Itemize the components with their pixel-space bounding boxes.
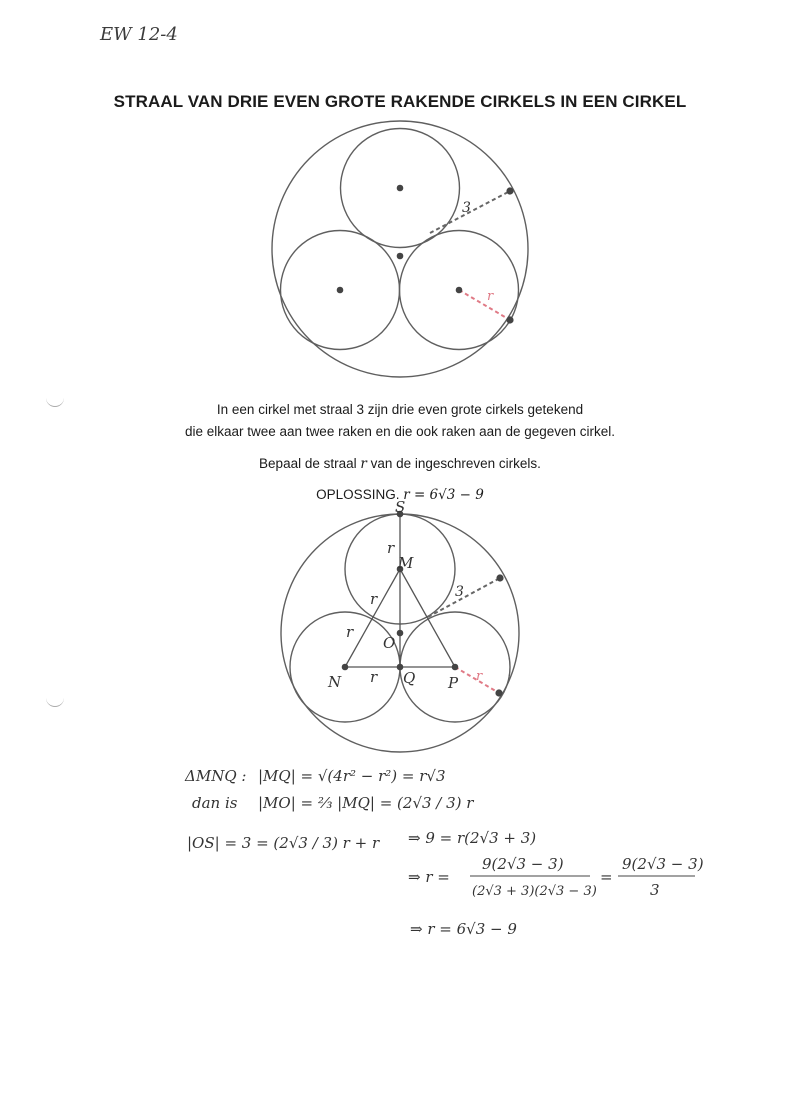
- label-r-red: r: [476, 669, 483, 684]
- hw-line4-num: 9(2√3 − 3): [482, 855, 564, 873]
- label-m: M: [398, 554, 414, 572]
- handwritten-solution: [184, 767, 704, 938]
- page-title: STRAAL VAN DRIE EVEN GROTE RAKENDE CIRKELS IN EEN CIRKEL: [113, 92, 687, 111]
- problem-line-2: die elkaar twee aan twee raken en die ook raken aan de gegeven cirkel.: [184, 424, 616, 439]
- question-variable: r: [360, 456, 367, 472]
- hw-line1-b: |MQ| = √(4r² − r²) = r√3: [258, 767, 446, 785]
- hw-line2-a: dan is: [192, 794, 238, 812]
- tangent-point-dot: [495, 689, 502, 696]
- label-r-mo: r: [370, 590, 378, 608]
- figure-2: [281, 498, 519, 752]
- problem-question: [0, 456, 800, 472]
- solution-line: [0, 487, 800, 503]
- outer-circle: [272, 121, 528, 377]
- question-suffix: van de ingeschreven cirkels.: [366, 456, 541, 471]
- center-outer-dot: [397, 253, 404, 260]
- label-o: O: [383, 634, 396, 652]
- point-n-dot: [342, 664, 349, 671]
- question-prefix: Bepaal de straal: [259, 456, 361, 471]
- tangent-point-dot: [506, 187, 513, 194]
- hw-line4-a: ⇒ r =: [408, 868, 450, 886]
- hw-line5: ⇒ r = 6√3 − 9: [410, 920, 517, 938]
- hw-line3-b: ⇒ 9 = r(2√3 + 3): [408, 829, 537, 847]
- label-r-sm: r: [387, 539, 395, 557]
- tangent-point-dot: [506, 316, 513, 323]
- hw-line3-a: |OS| = 3 = (2√3 / 3) r + r: [187, 834, 380, 852]
- hw-line1-a: ΔMNQ :: [185, 767, 247, 785]
- point-p-dot: [452, 664, 459, 671]
- radius-3-dashed: [428, 578, 500, 617]
- hw-line4-den2: 3: [650, 881, 660, 899]
- hw-line4-den: (2√3 + 3)(2√3 − 3): [472, 884, 597, 899]
- label-p: P: [448, 674, 459, 692]
- page-code: EW 12-4: [100, 24, 178, 45]
- problem-line-1: In een cirkel met straal 3 zijn drie even grote cirkels getekend: [216, 402, 584, 417]
- point-o-dot: [397, 630, 404, 637]
- center-top-dot: [397, 185, 404, 192]
- hw-line4-num2: 9(2√3 − 3): [622, 855, 704, 873]
- triangle-side-mp: [400, 569, 455, 667]
- hw-line2-b: |MO| = ⅔ |MQ| = (2√3 / 3) r: [258, 794, 474, 812]
- label-r: r: [487, 289, 494, 304]
- label-s: S: [395, 498, 406, 516]
- center-right-dot: [456, 287, 463, 294]
- center-left-dot: [337, 287, 344, 294]
- tangent-point-dot: [496, 574, 503, 581]
- label-3: 3: [462, 200, 471, 216]
- triangle-side-mn: [345, 569, 400, 667]
- label-3: 3: [455, 584, 464, 600]
- label-n: N: [328, 673, 342, 691]
- label-q: Q: [403, 669, 416, 687]
- label-r-nq: r: [370, 668, 378, 686]
- solution-formula: r = 6√3 − 9: [403, 487, 484, 503]
- label-r-mn: r: [346, 623, 354, 641]
- hw-line4-eq: =: [600, 868, 613, 886]
- figure-1: [272, 121, 528, 377]
- solution-label: OPLOSSING.: [316, 487, 404, 502]
- radius-r-dashed: [459, 290, 510, 320]
